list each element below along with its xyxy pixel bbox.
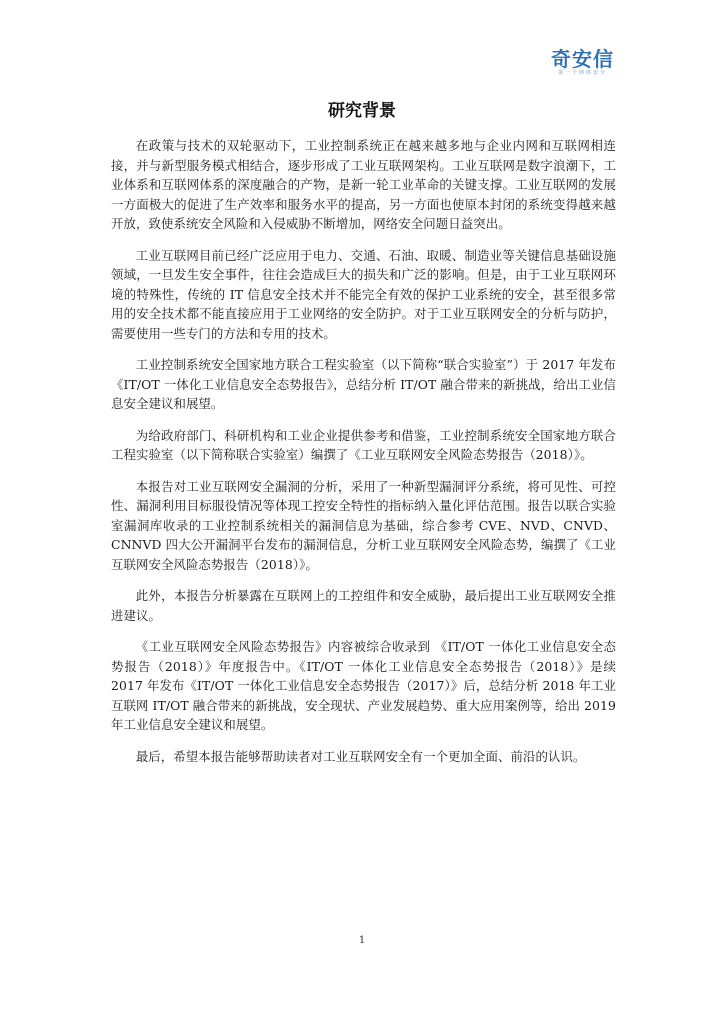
brand-logo xyxy=(551,48,614,77)
document-body xyxy=(111,136,616,778)
paragraph-3: 工业控制系统安全国家地方联合工程实验室（以下简称“联合实验室”）于 2017 年发布《IT/OT 一体化工业信息安全态势报告》，总结分析 IT/OT 融合带来的新挑战，给出工业信息安全建议和展望。 xyxy=(111,357,616,411)
paragraph-4: 为给政府部门、科研机构和工业企业提供参考和借鉴，工业控制系统安全国家地方联合工程实验室（以下简称联合实验室）编撰了《工业互联网安全风险态势报告（2018）》。 xyxy=(111,427,616,462)
logo-text: 奇安信 xyxy=(551,47,614,71)
logo-tagline: 第一个网络安全 xyxy=(557,70,607,76)
paragraph-5: 本报告对工业互联网安全漏洞的分析，采用了一种新型漏洞评分系统，将可见性、可控性、漏洞利用目标服役情况等体现工控安全特性的指标纳入量化评估范围。报告以联合实验室漏洞库收录的工业控制系统相关的漏洞信息为基础，综合参考 CVE、NVD、CNVD、CNNVD 四大公开漏洞平台发布的漏洞信息，分析工业互联网安全风险态势，编撰了《工业互联网安全风险态势报告（2018）》。 xyxy=(111,478,616,572)
paragraph-8: 最后，希望本报告能够帮助读者对工业互联网安全有一个更加全面、前沿的认识。 xyxy=(135,748,586,764)
paragraph-6: 此外，本报告分析暴露在互联网上的工控组件和安全威胁，最后提出工业互联网安全推进建议。 xyxy=(111,588,616,623)
page-title: 研究背景 xyxy=(328,101,396,121)
paragraph-2: 工业互联网目前已经广泛应用于电力、交通、石油、取暖、制造业等关键信息基础设施领域，一旦发生安全事件，往往会造成巨大的损失和广泛的影响。但是，由于工业互联网环境的特殊性，传统的 IT 信息安全技术并不能完全有效的保护工业系统的安全，甚至很多常用的安全技术都不能直接应用于工业网络的安全防护。对于工业互联网安全的分析与防护，需要使用一些专门的方法和专用的技术。 xyxy=(111,247,616,341)
paragraph-1: 在政策与技术的双轮驱动下，工业控制系统正在越来越多地与企业内网和互联网相连接，并与新型服务模式相结合，逐步形成了工业互联网架构。工业互联网是数字浪潮下，工业体系和互联网体系的深度融合的产物，是新一轮工业革命的关键支撑。工业互联网的发展一方面极大的促进了生产效率和服务水平的提高，另一方面也使原本封闭的系统变得越来越开放，致使系统安全风险和入侵威胁不断增加，网络安全问题日益突出。 xyxy=(111,138,616,231)
paragraph-7: 《工业互联网安全风险态势报告》内容被综合收录到 《IT/OT 一体化工业信息安全态势报告（2018）》年度报告中。《IT/OT 一体化工业信息安全态势报告（2018）》是续 2017 年发布《IT/OT 一体化工业信息安全态势报告（2017）》后，总结分析 2018 年工业互联网 IT/OT 融合带来的新挑战，安全现状、产业发展趋势、重大应用案例等，给出 2019 年工业信息安全建议和展望。 xyxy=(111,639,616,732)
page-number: 1 xyxy=(358,935,366,946)
